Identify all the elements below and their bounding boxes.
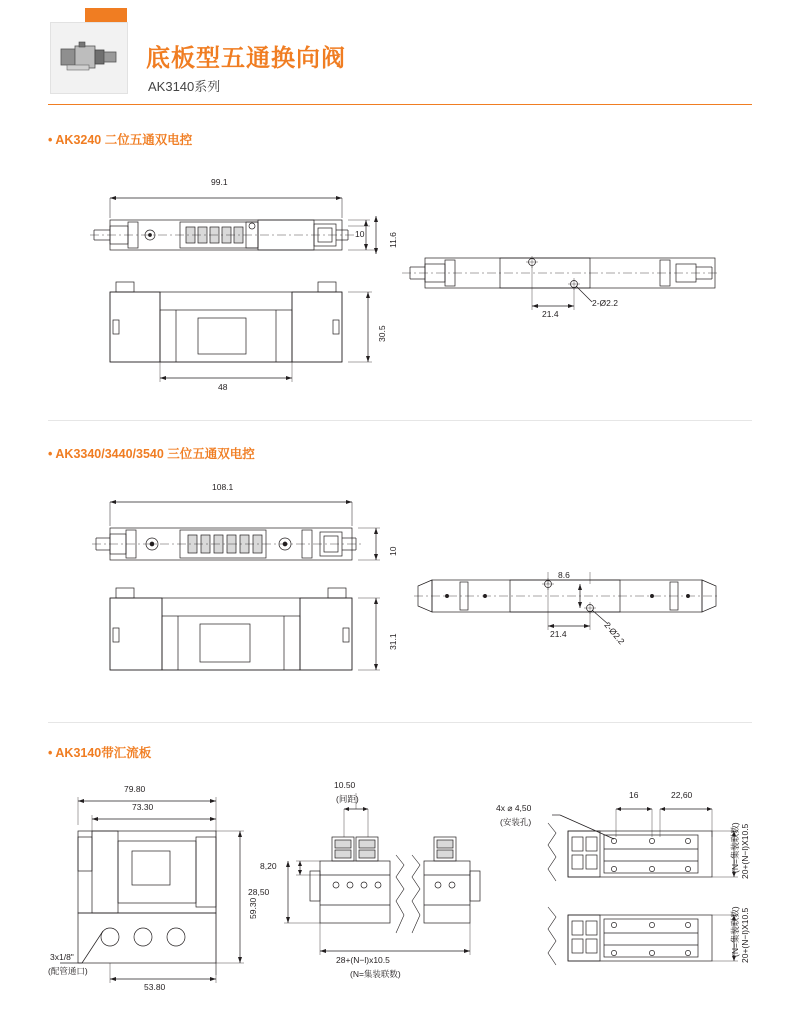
figure-ak3340 (80, 480, 720, 710)
section-heading-ak3340 (48, 444, 255, 462)
dim-ak3240-holes: 2-Ø2.2 (592, 298, 618, 308)
dim-ak3340-hole-pitch: 21.4 (550, 629, 567, 639)
section-label-2: AK3340/3440/3540 三位五通双电控 (55, 447, 255, 461)
note-mount-holes: (安装孔) (500, 817, 532, 827)
dim-ak3240-hole-pitch: 21.4 (542, 309, 559, 319)
note-ports-1: 3x1/8" (50, 952, 74, 962)
dim-ak3140-w-outer: 79.80 (124, 784, 146, 794)
dim-ak3140-base-width: 53.80 (144, 982, 166, 992)
dim-ak3340-height: 31.1 (388, 633, 398, 650)
note-ports-2: (配管通口) (48, 966, 88, 976)
dim-ak3240-h-small: 10 (355, 229, 365, 239)
dim-ak3240-h-right: 11.6 (388, 232, 398, 248)
dim-ak3140-pitch: 10.50 (334, 780, 356, 790)
dim-ak3140-left-2: 28,50 (248, 887, 270, 897)
dim-ak3340-h-right: 10 (388, 546, 398, 556)
dim-ak3140-height: 59.30 (248, 897, 258, 919)
bullet-icon: • (48, 133, 53, 147)
dim-ak3140-right-2: 20+(N−l)X10.5 (740, 907, 750, 963)
header-divider (48, 104, 752, 105)
dim-ak3240-height: 30.5 (377, 325, 387, 342)
valve-product-icon (59, 41, 121, 75)
dim-ak3240-width: 48 (218, 382, 228, 392)
dim-ak3340-hole-offset: 8.6 (558, 570, 570, 580)
dim-ak3140-left-1: 8,20 (260, 861, 277, 871)
dim-ak3140-top-1: 16 (629, 790, 639, 800)
page-subtitle: AK3140系列 (148, 79, 221, 94)
dim-ak3340-length: 108.1 (212, 482, 234, 492)
dim-ak3140-mount-holes: 4x ⌀ 4,50 (496, 803, 532, 813)
note-right-2: (N=集装联数) (730, 906, 740, 957)
section-label-1: AK3240 二位五通双电控 (55, 133, 193, 147)
note-bottom: (N=集装联数) (350, 969, 401, 979)
product-image-box (50, 22, 128, 94)
note-right-1: (N=集装联数) (730, 822, 740, 873)
dim-ak3340-holes: 2-Ø2.2 (602, 620, 627, 647)
dim-ak3140-right-1: 20+(N−l)X10.5 (740, 823, 750, 879)
figure-ak3240 (80, 170, 720, 410)
dim-ak3240-length: 99.1 (211, 177, 228, 187)
figure-ak3140 (48, 775, 752, 1005)
dim-ak3140-top-2: 22,60 (671, 790, 693, 800)
bullet-icon: • (48, 746, 53, 760)
section-heading-ak3240 (48, 130, 192, 148)
dim-ak3140-bottom-formula: 28+(N−l)x10.5 (336, 955, 390, 965)
section-divider-1 (48, 420, 752, 421)
dim-ak3140-w-inner: 73.30 (132, 802, 154, 812)
section-label-3: AK3140带汇流板 (55, 746, 152, 760)
page-title: 底板型五通换向阀 (146, 45, 346, 72)
section-heading-ak3140 (48, 743, 151, 761)
section-divider-2 (48, 722, 752, 723)
page-header (0, 0, 800, 112)
note-pitch: (间距) (336, 794, 359, 804)
bullet-icon: • (48, 447, 53, 461)
